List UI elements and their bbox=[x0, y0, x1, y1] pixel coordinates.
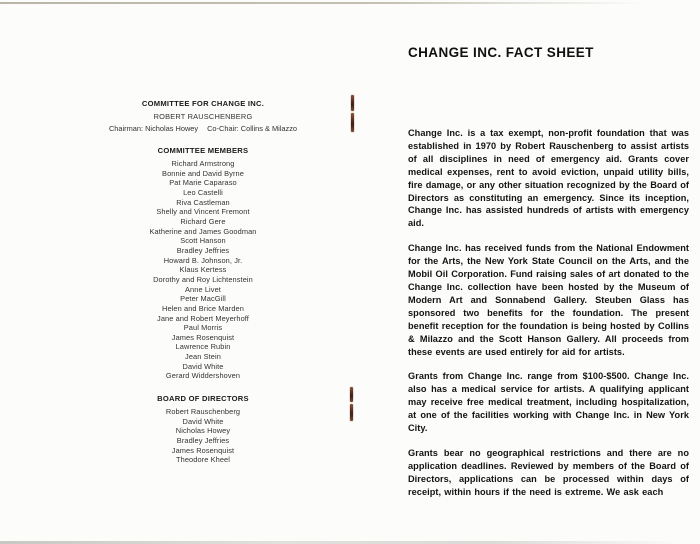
fact-sheet-paragraph: Grants bear no geographical restrictions and there are no application deadlines. Reviewed by members of the Board of Directors, applications can be processed within days of receipt, within hours if the need is extreme. We ask each bbox=[408, 447, 689, 497]
board-member: Nicholas Howey bbox=[175, 426, 231, 436]
fact-sheet-paragraph: Change Inc. is a tax exempt, non-profit foundation that was established in 1970 by Robert Rauschenberg to assist artists of all disciplines in need of emergency aid. Grants cover medical expenses, rent to avoid eviction, unpaid utility bills, fire damage, or any other situation recognized by the Board of Directors as constituting an emergency. Since its inception, Change Inc. has assisted hundreds of artists with emergency aid. bbox=[408, 128, 689, 229]
board-member: James Rosenquist bbox=[171, 445, 235, 455]
fact-sheet-panel bbox=[408, 45, 689, 499]
committee-member: Scott Hanson bbox=[180, 236, 226, 246]
fact-sheet-paragraph: Change Inc. has received funds from the National Endowment for the Arts, the New York State Council on the Arts, and the Mobil Oil Corporation. Fund raising sales of art donated to the Change Inc. collection have been hosted by the Museum of Modern Art and Sonnabend Gallery. Steuben Glass has sponsored two benefits for the foundation. The present benefit reception for the foundation is being hosted by Collins & Milazzo and the Scott Hanson Gallery. All proceeds from these events are used entirely for aid for artists. bbox=[408, 243, 689, 357]
fact-sheet-title: CHANGE INC. FACT SHEET bbox=[408, 45, 594, 60]
committee-member: Richard Armstrong bbox=[171, 159, 235, 168]
board-member: Theodore Kheel bbox=[176, 455, 230, 465]
scan-top-edge bbox=[0, 2, 700, 4]
committee-member: Bradley Jeffries bbox=[176, 245, 230, 255]
committee-member: Howard B. Johnson, Jr. bbox=[163, 255, 243, 265]
committee-member: Katherine and James Goodman bbox=[149, 226, 257, 236]
committee-members-heading: COMMITTEE MEMBERS bbox=[157, 146, 249, 155]
committee-member: Leo Castelli bbox=[183, 187, 223, 197]
committee-member: Shelly and Vincent Fremont bbox=[156, 207, 250, 217]
fact-sheet-paragraph: Grants from Change Inc. range from $100-$500. Change Inc. also has a medical service for artists. A qualifying applicant may receive free medical treatment, including hospitalization, at one of the facilities working with Change Inc. in New York City. bbox=[408, 371, 689, 434]
board-of-directors-heading: BOARD OF DIRECTORS bbox=[157, 394, 249, 404]
board-member: David White bbox=[182, 416, 224, 426]
chairman-name: ROBERT RAUSCHENBERG bbox=[153, 111, 253, 121]
committee-title: COMMITTEE FOR CHANGE INC. bbox=[141, 99, 265, 108]
staple-prong bbox=[351, 113, 354, 132]
committee-member: Bonnie and David Byrne bbox=[162, 168, 244, 178]
committee-member: Anne Livet bbox=[185, 284, 221, 294]
board-member: Robert Rauschenberg bbox=[165, 407, 241, 417]
staple-prong bbox=[350, 387, 353, 402]
committee-member: Gerard Widdershoven bbox=[165, 371, 241, 381]
committee-member: Richard Gere bbox=[180, 216, 226, 226]
committee-member: Riva Castleman bbox=[176, 197, 230, 207]
committee-member: Paul Morris bbox=[183, 323, 223, 333]
chair-line bbox=[58, 124, 348, 133]
board-member: Bradley Jeffries bbox=[176, 436, 230, 446]
fact-sheet-paragraphs bbox=[408, 127, 689, 499]
staple-prong bbox=[351, 95, 354, 111]
committee-member: Jean Stein bbox=[185, 352, 221, 362]
staple-lower bbox=[350, 387, 353, 421]
committee-member: Jane and Robert Meyerhoff bbox=[157, 313, 249, 323]
committee-panel bbox=[58, 99, 348, 465]
board-members-list bbox=[58, 407, 348, 465]
committee-member: Klaus Kertess bbox=[179, 265, 227, 275]
committee-member: Dorothy and Roy Lichtenstein bbox=[153, 274, 253, 284]
committee-member: Lawrence Rubin bbox=[175, 342, 231, 352]
chairman-label: Chairman: Nicholas Howey bbox=[108, 124, 199, 133]
staple-prong bbox=[350, 404, 353, 421]
committee-member: Pat Marie Caparaso bbox=[169, 178, 237, 188]
committee-member: Peter MacGill bbox=[180, 294, 226, 304]
staple-upper bbox=[351, 95, 354, 132]
committee-members-list bbox=[58, 159, 348, 381]
cochair-label: Co-Chair: Collins & Milazzo bbox=[207, 124, 298, 133]
committee-member: Helen and Brice Marden bbox=[162, 303, 244, 313]
committee-member: David White bbox=[182, 361, 224, 371]
committee-member: James Rosenquist bbox=[171, 332, 235, 342]
